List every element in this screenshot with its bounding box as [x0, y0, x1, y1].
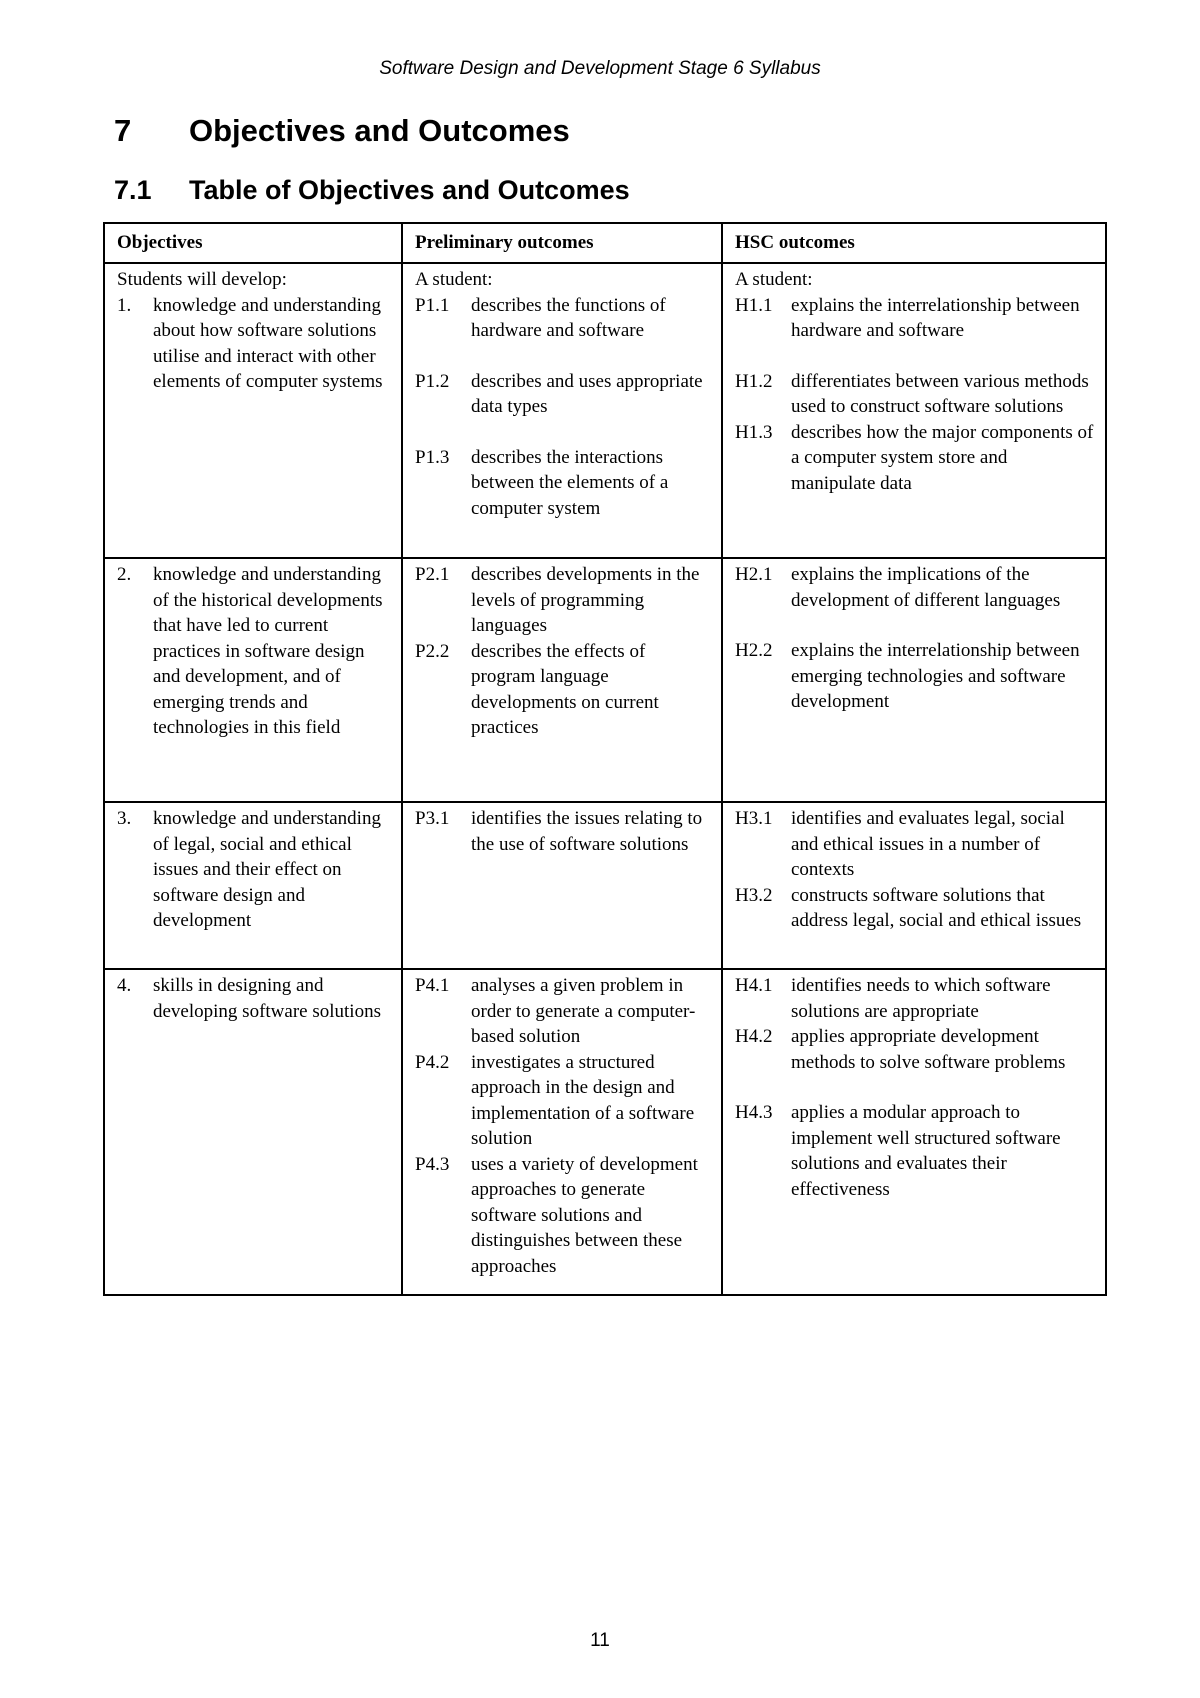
- outcome-code: H1.2: [735, 370, 773, 392]
- objective-number: 2.: [117, 564, 132, 585]
- preliminary-cell: [402, 802, 722, 969]
- outcome-code: H1.3: [735, 421, 773, 443]
- table-row: [104, 802, 1106, 969]
- outcome-text: describes the functions of hardware and software: [471, 294, 666, 341]
- hsc-cell: [722, 558, 1106, 802]
- outcome-item: [415, 1050, 712, 1152]
- outcome-item: [735, 293, 1096, 344]
- table-row: [104, 558, 1106, 802]
- column-header-objectives: Objectives: [104, 223, 402, 263]
- outcome-text: describes and uses appropriate data types: [471, 370, 703, 417]
- subsection-title: Table of Objectives and Outcomes: [189, 175, 630, 205]
- outcome-item: [415, 369, 712, 420]
- objective-item: [117, 973, 392, 1024]
- subsection-heading: [114, 175, 630, 206]
- preliminary-cell: [402, 969, 722, 1295]
- outcome-code: P1.2: [415, 370, 450, 392]
- preliminary-cell: [402, 558, 722, 802]
- outcome-code: H2.2: [735, 640, 773, 661]
- objective-number: 3.: [117, 808, 132, 829]
- outcome-text: identifies the issues relating to the use of software solutions: [471, 808, 703, 855]
- outcome-text: describes the effects of program language developments on current practices: [471, 640, 659, 738]
- objective-cell: [104, 969, 402, 1295]
- outcome-item: [415, 293, 712, 344]
- objective-number: 1.: [117, 294, 132, 316]
- outcome-text: describes how the major components of a computer system store and manipulate data: [791, 421, 1094, 494]
- outcome-item: [735, 562, 1096, 613]
- section-heading: [114, 113, 570, 149]
- outcome-code: P1.1: [415, 294, 450, 316]
- outcome-code: H2.1: [735, 564, 773, 585]
- objective-cell: [104, 263, 402, 558]
- preliminary-intro: A student:: [415, 269, 493, 290]
- outcome-item: [415, 1152, 712, 1280]
- outcome-text: applies appropriate development methods to solve software problems: [791, 1026, 1066, 1073]
- hsc-cell: [722, 263, 1106, 558]
- objective-text: skills in designing and developing software solutions: [153, 975, 381, 1022]
- running-header: Software Design and Development Stage 6 Syllabus: [379, 58, 821, 79]
- table-header-row: [104, 223, 1106, 263]
- objective-cell: [104, 802, 402, 969]
- outcome-item: [735, 420, 1096, 497]
- outcome-text: differentiates between various methods used to construct software solutions: [791, 370, 1089, 417]
- outcome-item: [735, 973, 1096, 1024]
- outcome-item: [735, 806, 1096, 883]
- table-row: [104, 969, 1106, 1295]
- table-row: [104, 263, 1106, 558]
- outcome-code: H4.3: [735, 1102, 773, 1123]
- outcome-code: H3.2: [735, 884, 773, 906]
- section-title: Objectives and Outcomes: [189, 113, 570, 148]
- outcome-item: [415, 806, 712, 857]
- column-header-hsc: HSC outcomes: [722, 223, 1106, 263]
- outcome-item: [415, 445, 712, 522]
- outcome-text: describes developments in the levels of programming languages: [471, 564, 700, 636]
- objective-item: [117, 293, 392, 395]
- outcome-text: explains the interrelationship between emerging technologies and software development: [791, 640, 1080, 712]
- outcome-item: [735, 369, 1096, 420]
- hsc-cell: [722, 969, 1106, 1295]
- preliminary-cell: [402, 263, 722, 558]
- outcome-code: H3.1: [735, 808, 773, 829]
- hsc-cell: [722, 802, 1106, 969]
- outcome-text: explains the implications of the development of different languages: [791, 564, 1061, 611]
- objective-item: [117, 562, 392, 741]
- outcome-code: P4.3: [415, 1153, 450, 1175]
- outcome-code: P2.1: [415, 564, 450, 585]
- objective-cell: [104, 558, 402, 802]
- outcome-item: [735, 1024, 1096, 1075]
- outcome-text: identifies and evaluates legal, social and ethical issues in a number of contexts: [791, 808, 1065, 880]
- objective-text: knowledge and understanding of legal, social and ethical issues and their effect on software design and development: [153, 808, 381, 931]
- outcome-text: describes the interactions between the elements of a computer system: [471, 446, 669, 519]
- column-header-preliminary: Preliminary outcomes: [402, 223, 722, 263]
- outcome-item: [415, 562, 712, 639]
- outcome-code: P1.3: [415, 446, 450, 468]
- outcome-text: investigates a structured approach in the design and implementation of a software solution: [471, 1051, 695, 1149]
- outcome-text: uses a variety of development approaches to generate software solutions and distinguishes between these approaches: [471, 1153, 698, 1277]
- outcome-item: [415, 973, 712, 1050]
- objective-number: 4.: [117, 975, 132, 996]
- outcome-code: P4.2: [415, 1051, 450, 1073]
- outcome-code: P3.1: [415, 808, 450, 829]
- outcome-text: identifies needs to which software solutions are appropriate: [791, 975, 1051, 1022]
- outcome-code: P4.1: [415, 975, 450, 996]
- objectives-outcomes-table: [103, 222, 1107, 1296]
- objective-intro: Students will develop:: [117, 269, 287, 290]
- objective-item: [117, 806, 392, 934]
- outcome-text: analyses a given problem in order to generate a computer-based solution: [471, 975, 696, 1047]
- outcome-code: P2.2: [415, 640, 450, 662]
- hsc-intro: A student:: [735, 269, 813, 290]
- outcome-text: applies a modular approach to implement well structured software solutions and evaluates their effectiveness: [791, 1102, 1061, 1200]
- outcome-item: [735, 638, 1096, 715]
- outcome-item: [735, 883, 1096, 934]
- outcome-code: H4.2: [735, 1026, 773, 1047]
- subsection-number: 7.1: [114, 175, 152, 205]
- objective-text: knowledge and understanding of the historical developments that have led to current practices in software design and development, and of emerging trends and technologies in this field: [153, 564, 383, 738]
- outcome-item: [735, 1100, 1096, 1202]
- outcome-code: H1.1: [735, 294, 773, 316]
- page-number: 11: [590, 1630, 610, 1651]
- objective-text: knowledge and understanding about how software solutions utilise and interact with other elements of computer systems: [153, 294, 383, 392]
- section-number: 7: [114, 113, 132, 148]
- outcome-code: H4.1: [735, 975, 773, 996]
- outcome-text: explains the interrelationship between hardware and software: [791, 294, 1080, 341]
- outcome-text: constructs software solutions that address legal, social and ethical issues: [791, 884, 1082, 931]
- outcome-item: [415, 639, 712, 741]
